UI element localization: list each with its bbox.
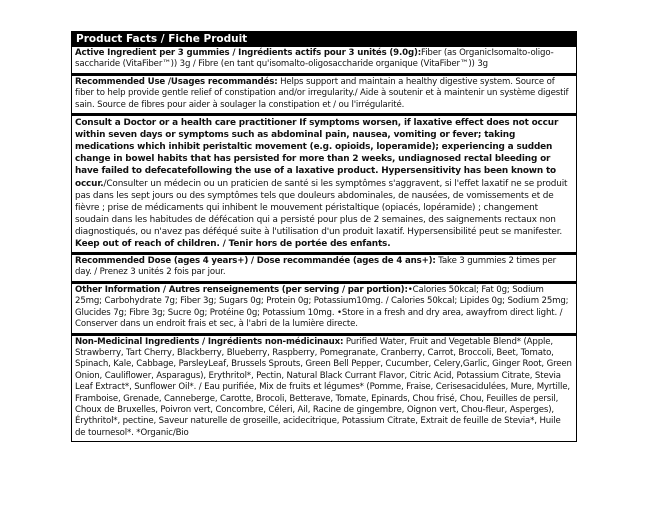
other-information-label: Other Information / Autres renseignements (per serving / par portion): — [75, 284, 408, 295]
warning-text: /Consulter un médecin ou un praticien de santé si les symptômes s'aggravent, si l'effet laxatif ne se produit pas dans les sept jours ou des symptômes tels que douleurs abdominales, de nausées, de vomissements et de fièvre ; prise de médicaments qui inhibent le mouvement péristaltique (opiacés, lopéramide) ; changement soudain dans les habitudes de défécation qui a persisté pour plus de 2 semaines, des saignements rectaux non diagnostiqués, ou n'avez pas déféqué suite à l'utilisation d'un produit laxatif. Hypersensibilité peut se manifester. — [75, 178, 568, 237]
panel-title: Product Facts / Fiche Produit — [72, 32, 576, 46]
other-information-section — [72, 281, 576, 333]
recommended-dose-label: Recommended Dose (ages 4 years+) / Dose recommandée (ages de 4 ans+): — [75, 256, 436, 267]
non-medicinal-ingredients-section — [72, 333, 576, 442]
warning-section — [72, 113, 576, 252]
keep-out-of-reach-text: Keep out of reach of children. / Tenir hors de portée des enfants. — [75, 238, 391, 249]
non-medicinal-label: Non-Medicinal Ingredients / Ingrédients non-médicinaux: — [75, 336, 344, 347]
active-ingredient-label: Active Ingredient per 3 gummies / Ingrédients actifs pour 3 unités (9.0g): — [75, 48, 422, 58]
recommended-dose-text: Take 3 gummies 2 times per day. / Prenez 3 unités 2 fois par jour. — [75, 256, 556, 278]
recommended-use-label: Recommended Use /Usages recommandés: — [75, 76, 278, 87]
active-ingredient-text: Fiber (as OrganicIsomalto-oligo-saccharide (VitaFiber™)) 3g / Fibre (en tant qu'isomalto-oligosaccharide organique (VitaFiber™)) 3g — [75, 48, 554, 70]
active-ingredient-section — [72, 46, 576, 73]
non-medicinal-text: Purified Water, Fruit and Vegetable Blend* (Apple, Strawberry, Tart Cherry, Blackberry, Blueberry, Raspberry, Pomegranate, Cranberry, Carrot, Broccoli, Beet, Tomato, Spinach, Kale, Cabbage, ParsleyLeaf, Brussels Sprouts, Green Bell Pepper, Cucumber, Celery,Garlic, Ginger Root, Green Onion, Cauliflower, Asparagus), Erythritol*, Pectin, Natural Black Currant Flavor, Citric Acid, Potassium Citrate, Stevia Leaf Extract*, Sunflower Oil*. / Eau purifiée, Mix de fruits et légumes* (Pomme, Fraise, Cerisesacidulées, Mure, Myrtille, Framboise, Grenade, Canneberge, Carotte, Brocoli, Betterave, Tomate, Epinards, Chou frisé, Chou, Feuilles de persil, Choux de Bruxelles, Poivron vert, Concombre, Céleri, Ail, Racine de gingembre, Oignon vert, Chou-fleur, Asperges), Érythritol*, pectine, Saveur naturelle de groseille, acidecitrique, Potassium Citrate, Extrait de feuille de Stevia*, Huile de tournesol*. *Organic/Bio — [75, 336, 572, 438]
other-information-text: •Calories 50kcal; Fat 0g; Sodium 25mg; Carbohydrate 7g; Fiber 3g; Sugars 0g; Protein 0g; Potassium10mg. / Calories 50kcal; Lipides 0g; Sodium 25mg; Glucides 7g; Fibre 3g; Sucre 0g; Protéine 0g; Potassium 10mg. •Store in a fresh and dry area, awayfrom direct light. / Conserver dans un endroit frais et sec, à l'abri de la lumière directe. — [75, 284, 569, 330]
recommended-dose-section — [72, 252, 576, 281]
warning-bold-text: Consult a Doctor or a health care practitioner If symptoms worsen, if laxative effect does not occur within seven days or symptoms such as abdominal pain, nausea, vomiting or fever; taking medications which inhibit peristaltic movement (e.g. opioids, loperamide); experiencing a sudden change in bowel habits that has persisted for more than 2 weeks, undiagnosed rectal bleeding or have failed to defecatefollowing the use of a laxative product. Hypersensitivity has been known to occur. — [75, 118, 559, 189]
product-facts-panel — [71, 31, 577, 442]
recommended-use-section — [72, 73, 576, 113]
recommended-use-text: Helps support and maintain a healthy digestive system. Source of fiber to help provide gentle relief of constipation and/or irregularity./ Aide à soutenir et à maintenir un système digestif sain. Source de fibres pour aider à soulager la constipation et / ou l'irrégularité. — [75, 76, 569, 110]
